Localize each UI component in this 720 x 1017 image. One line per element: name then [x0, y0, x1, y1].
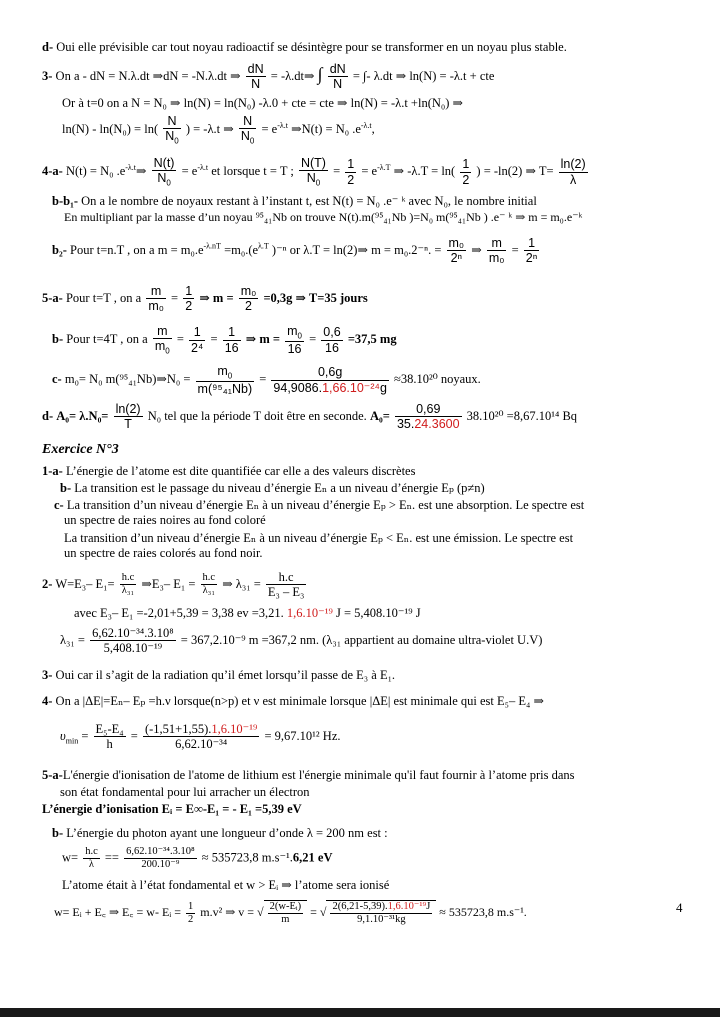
- answer-1c: [54, 498, 584, 512]
- rest: =m₀.(e: [224, 242, 259, 257]
- answer-4-frequency: [42, 694, 544, 708]
- label: c-: [52, 371, 62, 386]
- fraction-m-m0: [146, 284, 166, 314]
- num-b: J: [426, 901, 431, 912]
- den1: 94,9086.: [273, 380, 323, 395]
- fraction-number-nuclei: [271, 365, 388, 395]
- exp2: -λ.t: [360, 120, 372, 130]
- label: d-: [42, 408, 54, 423]
- fraction-ln2-lambda: [559, 157, 588, 187]
- a: A₀= λ.N₀=: [56, 408, 109, 423]
- frac: [330, 901, 432, 926]
- text: Oui elle prévisible car tout noyau radioactif se désintègre pour se transformer en un noyau plus stable.: [56, 40, 567, 54]
- den: λ: [88, 859, 95, 871]
- l1: L'énergie d'ionisation de l'atome de lithium est l'énergie minimale qu'il faut fournir à l’atome pris dans: [62, 768, 575, 782]
- b: ) = -λ.t ⇒: [185, 121, 234, 136]
- den: 2: [185, 299, 193, 314]
- label: b-: [52, 331, 64, 346]
- den: m: [281, 914, 290, 926]
- num: [330, 901, 432, 914]
- eq2: = -λ.dt⇒: [270, 68, 315, 83]
- den: λ: [570, 172, 577, 187]
- den: 2: [347, 172, 355, 187]
- den: T: [124, 417, 132, 432]
- den: [271, 381, 388, 395]
- fraction-m-m0: [487, 236, 507, 266]
- den: 16: [287, 341, 302, 356]
- den: 16: [325, 340, 339, 355]
- den: 2: [188, 913, 194, 925]
- g: ⇒ -λ.T = ln(: [393, 163, 456, 178]
- den: 16: [224, 340, 239, 355]
- eq1: On a - dN = N.λ.dt ⇒dN = -N.λ.dt ⇒: [55, 68, 241, 83]
- integral-sign: ∫: [317, 63, 323, 84]
- text: Pour t=n.T , on a m = m₀.e: [70, 242, 204, 257]
- w: w=: [62, 850, 79, 865]
- line-b1-mass-2: En multipliant par la masse d’un noyau ⁹⁵₄₁Nb on trouve N(t).m(⁹⁵₄₁Nb )=N₀ m(⁹⁵₄₁Nb ) .e⁻ ᵏ ⇒ m = m₀.e⁻ᵏ: [64, 210, 583, 224]
- den: 2: [462, 172, 470, 187]
- den: $N_0$: [306, 171, 321, 188]
- answer-1c-l4: un spectre de raies colorés au fond noir.: [64, 546, 263, 560]
- label: d-: [42, 40, 54, 54]
- den: N: [333, 77, 343, 92]
- fraction-frequency: [143, 722, 259, 752]
- fraction-NT-N0: [299, 156, 328, 188]
- text: L’énergie de l’atome est dite quantifiée car elle a des valeurs discrètes: [65, 464, 416, 478]
- result: ≈ 535723,8 m.s⁻¹.: [439, 904, 527, 919]
- fraction-N-N0-2: [239, 114, 256, 146]
- d: et lorsque t = T ;: [211, 163, 294, 178]
- exp2: λ.T: [258, 241, 269, 251]
- label: c-: [54, 498, 64, 512]
- label: b-: [60, 481, 72, 495]
- num: 1: [462, 157, 470, 172]
- den: λ₃₁: [202, 585, 216, 597]
- fraction-m0-2: [239, 284, 259, 314]
- bottom-bar: [0, 1008, 720, 1017]
- rest2: )⁻ⁿ or λ.T = ln(2)⇒ m = m₀.2⁻ⁿ. =: [271, 242, 442, 257]
- label: b-: [52, 826, 64, 840]
- den: N: [251, 77, 261, 92]
- answer-5b-photon: [52, 826, 388, 840]
- num: $m_0$: [196, 364, 255, 382]
- answer-1c-l3: La transition d’un niveau d’énergie Eₙ à un niveau d’énergie Eₚ < Eₙ. est une émission. Le spectre est: [64, 531, 574, 545]
- fraction-m-m0: [153, 324, 172, 356]
- eq: =: [171, 290, 179, 305]
- eq: =: [81, 728, 89, 743]
- den: 200.10⁻⁹: [141, 859, 180, 871]
- fraction-m0-2n: [447, 236, 467, 266]
- den: m₀: [488, 251, 505, 266]
- fraction-m0-16: [285, 324, 304, 356]
- fraction-06-16: [321, 325, 342, 355]
- sub: min: [65, 736, 79, 746]
- result: =0,3g ⇒ T=35 jours: [263, 290, 368, 305]
- result: ≈38.10²⁰ noyaux.: [394, 371, 481, 386]
- den: E₃ – E₃: [267, 585, 305, 600]
- num: [143, 722, 259, 737]
- answer-4a-half-life: [42, 156, 590, 188]
- num-a: (-1,51+1,55).: [144, 722, 212, 736]
- result: 38.10²⁰ =8,67.10¹⁴ Bq: [466, 408, 578, 423]
- num: h.c: [83, 846, 100, 859]
- num: m₀: [240, 284, 257, 298]
- den: $N_0$: [157, 171, 171, 188]
- label: 1-a-: [42, 464, 63, 478]
- line-photon-energy: [62, 846, 333, 871]
- num: $m_0$: [287, 324, 302, 341]
- nu: υ: [60, 728, 66, 743]
- d: ⇒N(t) = N₀ .e: [291, 121, 361, 136]
- num: 1: [347, 157, 355, 172]
- num: ln(2): [115, 402, 141, 416]
- b: ⇒: [136, 163, 147, 178]
- e: ,: [371, 121, 375, 136]
- fraction-E5-E4: [94, 722, 126, 752]
- answer-1a: [42, 464, 415, 478]
- label: 5-a-: [42, 768, 63, 782]
- b: = 367,2.10⁻⁹ m =367,2 nm. (λ₃₁ appartient au domaine ultra-violet U.V): [180, 632, 543, 647]
- num: 0,69: [395, 402, 462, 417]
- text: Pour t=T , on a: [65, 290, 142, 305]
- fraction-N-N0: [163, 114, 180, 146]
- result: ≈ 535723,8 m.s⁻¹.: [201, 850, 293, 865]
- answer-b1-mass: [52, 194, 537, 208]
- line-ionization-2: son état fondamental pour lui arracher un électron: [60, 785, 310, 799]
- text: On a le nombre de noyaux restant à l’instant t, est N(t) = N₀ .e⁻ ᵏ avec N₀, le nombre initial: [81, 194, 537, 208]
- text: La transition est le passage du niveau d’énergie Eₙ a un niveau d’énergie Eₚ (p≠n): [74, 481, 485, 495]
- num: E₅-E₄: [95, 722, 124, 736]
- fraction-hc-l31-2: [201, 572, 218, 597]
- e: =: [333, 163, 344, 178]
- den1: 35.: [396, 417, 415, 432]
- den: m₀: [148, 299, 164, 314]
- line-lambda31: [60, 626, 542, 656]
- den: 2: [245, 299, 252, 314]
- c: = e: [181, 163, 198, 178]
- num-red: 1,6.10⁻¹⁹: [211, 722, 258, 736]
- num-a: 2(6,21-5,39).: [332, 901, 388, 912]
- b: m.v² ⇒ v =: [200, 904, 255, 919]
- num: N: [239, 114, 256, 129]
- b: J = 5,408.10⁻¹⁹ J: [336, 606, 421, 620]
- fraction-photon: [124, 846, 197, 871]
- exp: -λ.nT: [203, 241, 221, 251]
- eq3: = ∫- λ.dt ⇒ ln(N) = -λ.t + cte: [352, 68, 495, 83]
- c: ⇒ λ₃₁ =: [222, 576, 261, 591]
- answer-5b: b- Pour t=4T , on a $\frac{m}{m_0}$ = $\frac{1}{\text{2⁴}}$ = $\frac{1}{16}$ ⇒ m = $\frac{m_0}{16}$ = $\frac{0,6}{16}$ =37,5 mg: [52, 324, 397, 356]
- answer-5a-ionization: [42, 768, 575, 782]
- l1: L’énergie du photon ayant une longueur d’onde λ = 200 nm est :: [66, 826, 388, 840]
- a: λ₃₁ =: [60, 632, 85, 647]
- answer-1b: [60, 481, 485, 495]
- num: h.c: [120, 572, 137, 585]
- line-initial-condition: Or à t=0 on a N = N₀ ⇒ ln(N) = ln(N₀) -λ.0 + cte = cte ⇒ ln(N) = -λ.t +ln(N₀) ⇒: [62, 96, 464, 110]
- f: = e: [361, 163, 378, 178]
- h: ) = -ln(2) ⇒ T=: [476, 163, 554, 178]
- den2: g: [379, 380, 387, 395]
- fraction-hc-dE: [266, 570, 307, 600]
- num: 1: [185, 284, 193, 298]
- line-min-frequency: $\upsilon_{min}$ = $\frac{\text{E₅-E₄}}{h}$ = $\frac{\text{(-1,51+1,55).1,6.10⁻¹⁹}}{\text{6,62.10⁻³⁴}}$ = 9,67.10¹² Hz.: [60, 722, 341, 752]
- fraction-1-2n: [524, 236, 540, 266]
- page-number: 4: [676, 900, 683, 915]
- fraction-hc-l31: [120, 572, 137, 597]
- fraction-hc-lambda: [83, 846, 100, 871]
- exp: -λ.t: [277, 120, 288, 130]
- num: 6,62.10⁻³⁴.3.10⁸: [92, 626, 174, 640]
- den: 9,1.10⁻³¹kg: [357, 914, 406, 926]
- line-ionization-energy: L’énergie d’ionisation Eᵢ = E∞-E₁ = - E₁ =5,39 eV: [42, 802, 302, 816]
- a: N(t) = N₀ .e: [65, 163, 126, 178]
- red: 1,6.10⁻¹⁹: [286, 606, 333, 620]
- num: dN: [329, 62, 346, 76]
- line-electron-speed: w= Eᵢ + E꜀ ⇒ E꜀ = w- Eᵢ = $\frac{1}{2}$ m.v² ⇒ v = √ $\frac{\text{2(w-Eᵢ)}}{m}$ = √ $\frac{\text{2(6,21-5,39).1,6.10⁻¹⁹J}}{\text{9,1.10⁻³¹kg}}$ ≈ 535723,8 m.s⁻¹.: [54, 900, 527, 926]
- num-red: 1,6.10⁻¹⁹: [387, 901, 427, 912]
- fraction-half: [186, 901, 195, 926]
- label: 5-a-: [42, 290, 63, 305]
- den: 2ⁿ: [525, 251, 538, 266]
- result: =37,5 mg: [347, 331, 397, 346]
- exercise-title: Exercice N°3: [42, 442, 119, 457]
- den: $m_0$: [154, 339, 170, 356]
- den: 5,408.10⁻¹⁹: [103, 641, 163, 656]
- answer-b2-ntimes: b₂- Pour t=n.T , on a $m = m_0.e^{-\lambda.nT} =m_0.(e^{\lambda.T}$ )⁻ⁿ or λ.T = ln(2)⇒ m = m₀.2⁻ⁿ. = $\frac{\text{m₀}}{\text{2ⁿ}}$ ⇒ $\frac{m}{\text{m₀}}$ = $\frac{1}{\text{2ⁿ}}$: [52, 236, 538, 266]
- a: w= Eᵢ + E꜀ ⇒ E꜀ = w- Eᵢ =: [54, 904, 182, 919]
- exp2: -λ.t: [197, 162, 209, 172]
- fraction-half: [345, 157, 356, 187]
- answer-3-decay-law: [42, 62, 494, 92]
- num: N(T): [300, 156, 326, 170]
- exp: -λ.t: [125, 162, 137, 172]
- eqeq: ==: [104, 850, 119, 865]
- label: 3-: [42, 668, 53, 682]
- den-red: 24.3600: [414, 417, 460, 432]
- num: h.c: [201, 572, 218, 585]
- text: Oui car il s’agit de la radiation qu’il émet lorsqu’il passe de E₃ à E₁.: [55, 668, 396, 682]
- arrow: ⇒: [471, 242, 482, 257]
- num: m: [153, 324, 172, 339]
- label: 4-: [42, 694, 53, 708]
- den: $N_0$: [240, 129, 255, 146]
- text: On a |ΔE|=Eₙ– Eₚ =h.ν lorsque(n>p) et ν est minimale lorsque |ΔE| est minimale qui est E₅– E₄ ⇒: [55, 694, 544, 708]
- num: 0,6: [323, 325, 341, 340]
- result: = 9,67.10¹² Hz.: [264, 728, 341, 743]
- fraction-dN-N: [246, 62, 266, 92]
- result-bold: 6,21 eV: [292, 850, 333, 865]
- text: Pour t=4T , on a: [66, 331, 148, 346]
- den: $N_0$: [165, 129, 179, 146]
- answer-3-emission: [42, 668, 395, 682]
- num: 1: [223, 325, 241, 340]
- num: m: [487, 236, 507, 251]
- answer-5a: 5-a- Pour t=T , on a $\frac{m}{\text{m₀}}$ = $\frac{1}{2}$ ⇒ m = $\frac{\text{m₀}}{2}$ =0,3g ⇒ T=35 jours: [42, 284, 368, 314]
- fraction-1-2pow4: [189, 325, 205, 355]
- sqrt-formula: [264, 900, 307, 926]
- num: m: [146, 284, 166, 299]
- den: 2⁴: [191, 340, 204, 355]
- num: h.c: [266, 570, 307, 585]
- fraction-half-2: [460, 157, 471, 187]
- sqrt-numeric: [326, 900, 436, 926]
- label: 2-: [42, 576, 53, 591]
- label: b-b₁-: [52, 194, 78, 208]
- fraction-dN-N-2: [328, 62, 348, 92]
- num: 6,62.10⁻³⁴.3.10⁸: [124, 846, 197, 859]
- num: 2(w-Eᵢ): [268, 901, 303, 914]
- frac: [268, 901, 303, 926]
- fraction-m0-mass: [196, 364, 255, 396]
- num: ln(2): [560, 157, 586, 172]
- answer-2-wavelength: [42, 570, 308, 600]
- fraction-lambda31: [90, 626, 176, 656]
- num: 1: [524, 236, 540, 251]
- den: h: [106, 737, 113, 752]
- label: 4-a-: [42, 163, 63, 178]
- num: dN: [247, 62, 264, 76]
- num: 1: [186, 901, 195, 914]
- answer-5c: c- m₀= N₀ m(⁹⁵₄₁Nb)⇒N₀ = $\frac{m_0}{\text{m(⁹⁵₄₁Nb)}}$ = $\frac{0,6g}{\text{94,9086.1,66.10⁻²⁴g}}$ ≈38.10²⁰ noyaux.: [52, 364, 481, 396]
- line-ionized: L’atome était à l’état fondamental et w > Eᵢ ⇒ l’atome sera ionisé: [62, 878, 390, 892]
- answer-d-radioactivity: [42, 40, 567, 54]
- l1: La transition d’un niveau d’énergie Eₙ à un niveau d’énergie Eₚ > Eₙ. est une absorption. Le spectre est: [66, 498, 585, 512]
- a: ln(N) - ln(N₀) = ln(: [62, 121, 159, 136]
- fraction-Nt-N0: [152, 156, 177, 188]
- den: [395, 417, 462, 431]
- c: A₀=: [369, 408, 390, 423]
- a: W=E₃– E₁=: [55, 576, 115, 591]
- fraction-half: [183, 284, 194, 314]
- den: 2ⁿ: [450, 251, 463, 266]
- num: N(t): [153, 156, 175, 170]
- den: 6,62.10⁻³⁴: [175, 737, 228, 752]
- den: m(⁹⁵₄₁Nb): [197, 381, 253, 396]
- num: 0,6g: [271, 365, 388, 380]
- den: λ₃₁: [121, 585, 135, 597]
- text: m₀= N₀ m(⁹⁵₄₁Nb)⇒N₀ =: [64, 371, 191, 386]
- num: 1: [189, 325, 205, 340]
- b: ⇒E₃– E₁ =: [141, 576, 196, 591]
- fraction-1-16: [223, 325, 241, 355]
- line-energy-diff: [74, 606, 421, 620]
- b: N₀ tel que la période T doit être en seconde.: [147, 408, 367, 423]
- answer-5d-activity: [42, 402, 577, 432]
- label: 3-: [42, 68, 53, 83]
- fraction-activity: [395, 402, 462, 432]
- num: N: [163, 114, 180, 129]
- den-red: 1,66.10⁻²⁴: [322, 380, 380, 395]
- line-ln-ratio: [62, 114, 375, 146]
- exp3: -λ.T: [377, 162, 391, 172]
- fraction-ln2-T: [114, 402, 143, 432]
- answer-1c-l2: un spectre de raies noires au fond coloré: [64, 513, 266, 527]
- c: = e: [261, 121, 278, 136]
- num: m₀: [448, 236, 465, 250]
- a: avec E₃– E₁ =-2,01+5,39 = 3,38 ev =3,21.: [74, 606, 284, 620]
- label: b₂-: [52, 242, 67, 257]
